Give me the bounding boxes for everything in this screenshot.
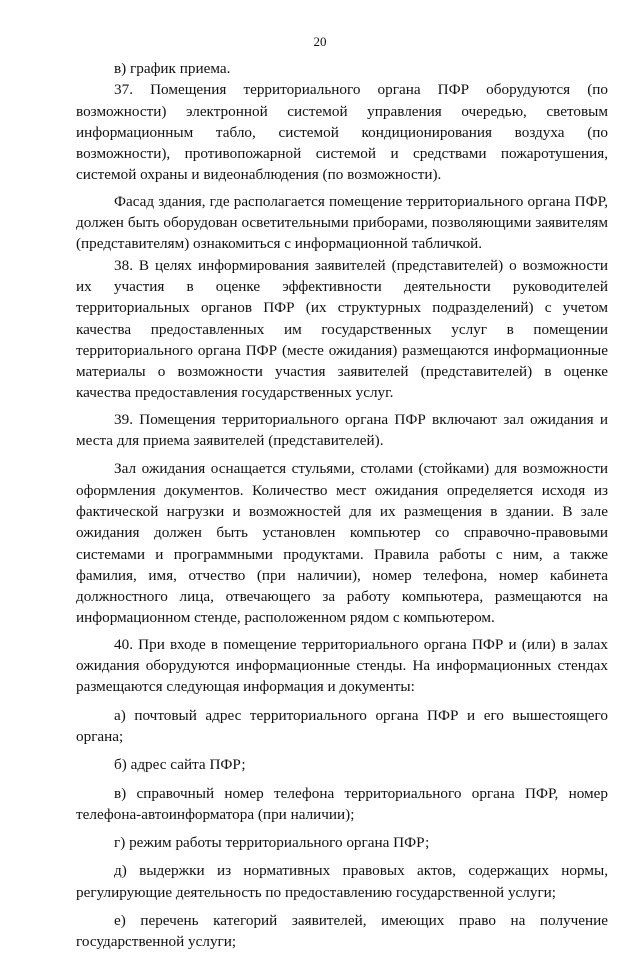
list-item-e-applicant-categories: е) перечень категорий заявителей, имеющих право на получение государственной услуги;: [76, 911, 608, 951]
document-body: [76, 58, 608, 953]
list-item-b-website: б) адрес сайта ПФР;: [114, 756, 246, 774]
paragraph-waiting-hall: Зал ожидания оснащается стульями, столами (стойками) для возможности оформления документов. Количество мест ожидания определяется исходя из фактической нагрузки и возможностей для их размещения в здании. В зале ожидания должен быть установлен компьютер со справочно-правовыми системами и программными продуктами. Правила работы с ним, а также фамилия, имя, отчество (при наличии), номер телефона, номер кабинета должностного лица, отвечающего за работу компьютера, размещаются на информационном стенде, расположенном рядом с компьютером.: [76, 460, 608, 627]
list-item-v-phone: в) справочный номер телефона территориального органа ПФР, номер телефона-автоинформатора (при наличии);: [76, 784, 608, 823]
paragraph-38-informing: 38. В целях информирования заявителей (представителей) о возможности их участия в оценке эффективности деятельности руководителей территориальных органов ПФР (их структурных подразделений) с учетом качества предоставленных им государственных услуг в помещении территориального органа ПФР (месте ожидания) размещаются информационные материалы о возможности участия заявителей (представителей) в оценке качества предоставления государственных услуг.: [76, 256, 608, 402]
list-item-a-postal-address: а) почтовый адрес территориального органа ПФР и его вышестоящего органа;: [76, 706, 608, 745]
list-item-d-legal-excerpts: д) выдержки из нормативных правовых актов, содержащих нормы, регулирующие деятельность по предоставлению государственной услуги;: [76, 862, 608, 901]
paragraph-facade: Фасад здания, где располагается помещение территориального органа ПФР, должен быть оборудован осветительными приборами, позволяющими заявителям (представителям) ознакомиться с информационной табличкой.: [76, 192, 608, 253]
page-number: 20: [313, 34, 327, 49]
list-item-g-work-hours: г) режим работы территориального органа ПФР;: [114, 834, 430, 852]
paragraph-40-info-stands: 40. При входе в помещение территориального органа ПФР и (или) в залах ожидания оборудуются информационные стенды. На информационных стендах размещаются следующая информация и документы:: [76, 635, 608, 696]
paragraph-37-equipment: 37. Помещения территориального органа ПФР оборудуются (по возможности) электронной системой управления очередью, световым информационным табло, системой кондиционирования воздуха (по возможности), противопожарной системой и средствами пожаротушения, системой охраны и видеонаблюдения (по возможности).: [76, 81, 608, 184]
paragraph-39-premises: 39. Помещения территориального органа ПФР включают зал ожидания и места для приема заявителей (представителей).: [76, 410, 608, 450]
paragraph-item-v-schedule: в) график приема.: [114, 60, 231, 77]
